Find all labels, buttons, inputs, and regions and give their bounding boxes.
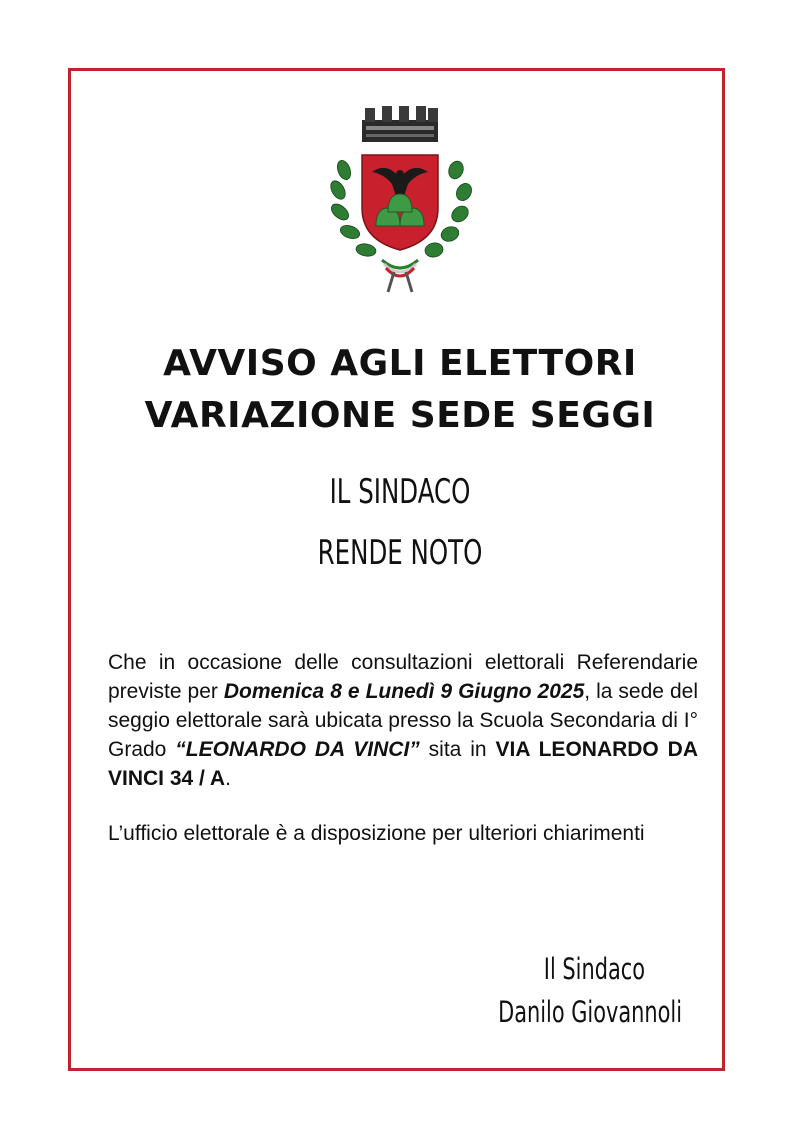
paragraph-text: Che in occasione delle consultazioni elettorali Referendarie previste per: [108, 651, 698, 703]
signature-name: Danilo Giovannoli: [498, 995, 682, 1029]
authority-heading: IL SINDACO: [329, 472, 471, 512]
crown: [362, 106, 438, 142]
school-name: “LEONARDO DA VINCI”: [175, 738, 420, 761]
notice-body: [108, 648, 698, 874]
notice-title: AVVISO AGLI ELETTORI: [163, 343, 637, 384]
school-address: VIA LEONARDO DA VINCI 34 / A: [108, 738, 698, 790]
announcement-heading: RENDE NOTO: [317, 533, 483, 573]
notice-subtitle: VARIAZIONE SEDE SEGGI: [144, 395, 656, 436]
municipal-crest-icon: [310, 100, 490, 295]
paragraph-polling-station: [108, 648, 698, 793]
paragraph-text: , la sede del seggio elettorale sarà ubicata presso la Scuola Secondaria di I° Grado: [108, 680, 698, 761]
paragraph-office-info: L’ufficio elettorale è a disposizione per ulteriori chiarimenti: [108, 822, 645, 845]
signature-title: Il Sindaco: [543, 952, 645, 986]
election-dates: Domenica 8 e Lunedì 9 Giugno 2025: [223, 680, 585, 703]
paragraph-text: sita in: [419, 738, 496, 761]
paragraph-text: .: [225, 767, 231, 790]
